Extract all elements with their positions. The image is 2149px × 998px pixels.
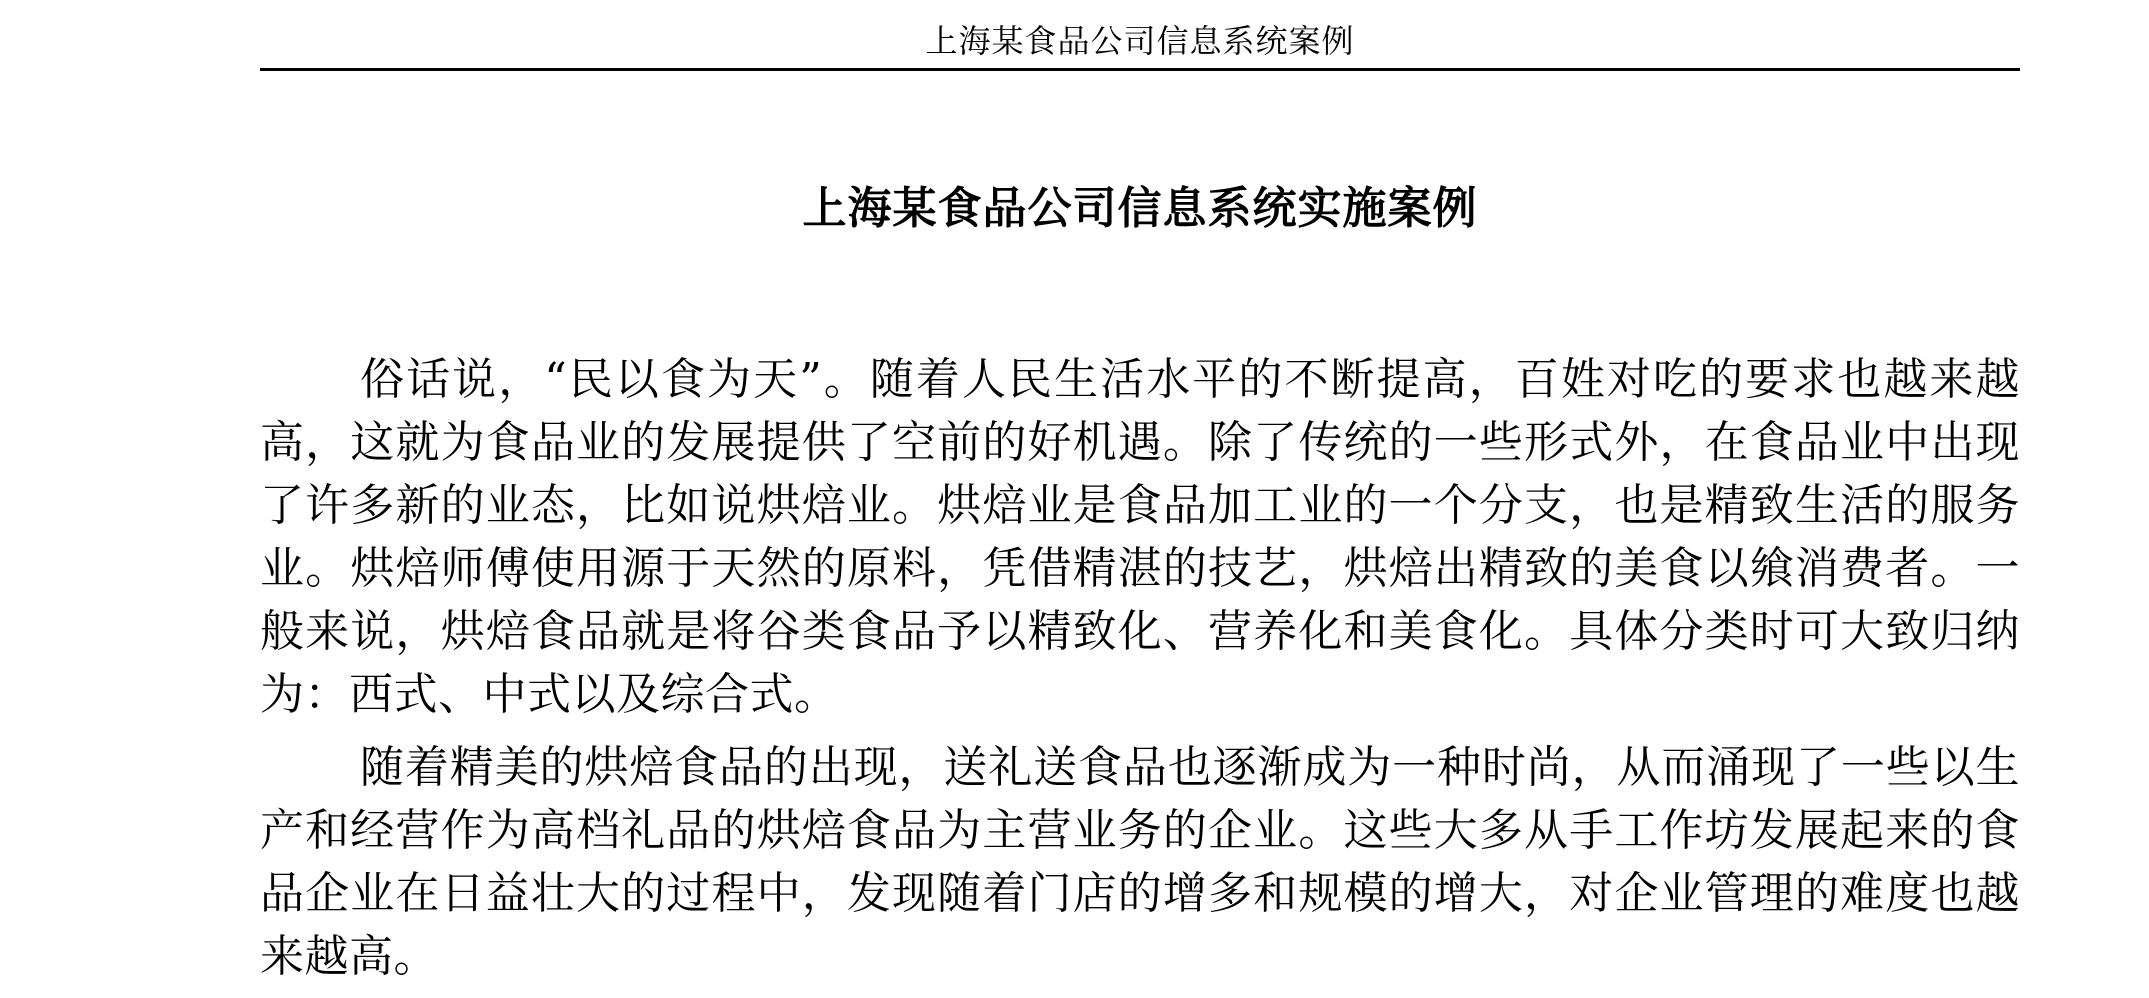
running-header: 上海某食品公司信息系统案例 bbox=[925, 22, 1355, 60]
body-text bbox=[260, 348, 2020, 998]
paragraph-2: 随着精美的烘焙食品的出现，送礼送食品也逐渐成为一种时尚，从而涌现了一些以生产和经营作为高档礼品的烘焙食品为主营业务的企业。这些大多从手工作坊发展起来的食品企业在日益壮大的过程中，发现随着门店的增多和规模的增大，对企业管理的难度也越来越高。 bbox=[260, 742, 2020, 982]
header-rule bbox=[260, 68, 2020, 71]
document-title: 上海某食品公司信息系统实施案例 bbox=[802, 183, 1478, 234]
paragraph-1: 俗话说，“民以食为天”。随着人民生活水平的不断提高，百姓对吃的要求也越来越高，这就为食品业的发展提供了空前的好机遇。除了传统的一些形式外，在食品业中出现了许多新的业态，比如说烘焙业。烘焙业是食品加工业的一个分支，也是精致生活的服务业。烘焙师傅使用源于天然的原料，凭借精湛的技艺，烘焙出精致的美食以飨消费者。一般来说，烘焙食品就是将谷类食品予以精致化、营养化和美食化。具体分类时可大致归纳为：西式、中式以及综合式。 bbox=[260, 354, 2020, 720]
